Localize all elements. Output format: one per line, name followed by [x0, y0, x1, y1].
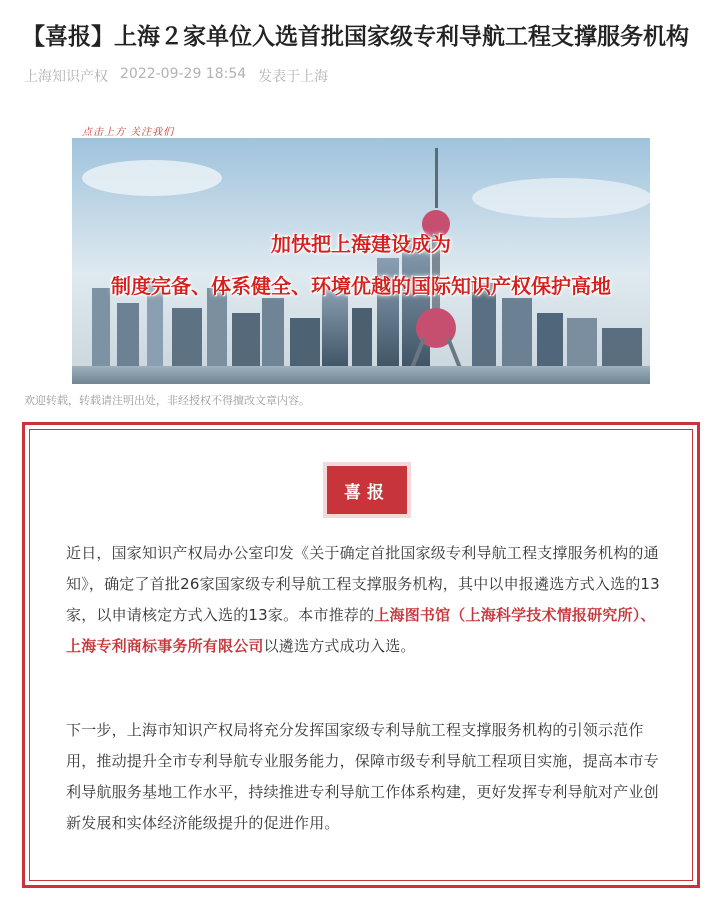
paragraph-text: 以遴选方式成功入选。 [263, 637, 416, 655]
publish-location: 发表于上海 [258, 69, 329, 85]
article-title: 【喜报】上海２家单位入选首批国家级专利导航工程支撑服务机构 [22, 24, 689, 50]
publish-datetime: 2022-09-29 18:54 [120, 66, 247, 82]
banner-image [72, 120, 650, 384]
announcement-inner-frame [29, 429, 693, 881]
repost-notice: 欢迎转载，转载请注明出处，非经授权不得擅改文章内容。 [24, 394, 310, 407]
banner-slogan-line2: 制度完备、体系健全、环境优越的国际知识产权保护高地 [111, 274, 611, 298]
highlighted-institutions: 上海图书馆（上海科学技术情报研究所）、上海专利商标事务所有限公司 [66, 606, 656, 655]
announcement-paragraph-2: 下一步，上海市知识产权局将充分发挥国家级专利导航工程支撑服务机构的引领示范作用，推动提升全市专利导航专业服务能力，保障市级专利导航工程项目实施，提高本市专利导航服务基地工作水平，持续推进专利导航工作体系构建，更好发挥专利导航对产业创新发展和实体经济能级提升的促进作用。 [66, 721, 659, 832]
good-news-badge: 喜报 [327, 466, 407, 514]
paragraph-text: 近日，国家知识产权局办公室印发《关于确定首批国家级专利导航工程支撑服务机构的通知》，确定了首批26家国家级专利导航工程支撑服务机构，其中以申报遴选方式入选的13家，以申请核定方式入选的13家。本市推荐的 [66, 544, 660, 624]
skyline-illustration [72, 138, 650, 384]
announcement-frame [22, 422, 700, 888]
banner-slogan-line1: 加快把上海建设成为 [271, 232, 451, 256]
announcement-paragraph-1 [66, 538, 666, 662]
article-meta [24, 66, 328, 86]
author-link[interactable]: 上海知识产权 [24, 69, 108, 85]
banner-follow-tag: 点击上方 关注我们 [82, 127, 175, 138]
